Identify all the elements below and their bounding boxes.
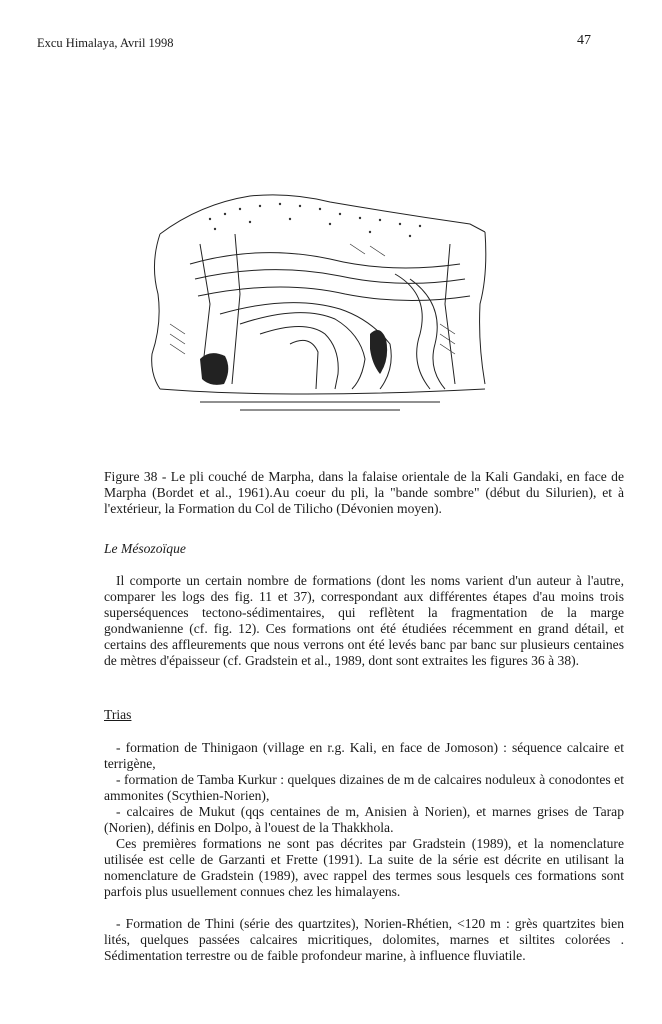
section-title: Le Mésozoïque xyxy=(104,541,186,556)
trias-list xyxy=(104,740,624,964)
page-number: 47 xyxy=(577,33,591,48)
trias-item-mukut: - calcaires de Mukut (qqs centaines de m, Anisien à Norien), et marnes grises de Tarap (Norien), définis en Dolpo, à l'ouest de la Thakkhola. xyxy=(104,804,624,835)
trias-title: Trias xyxy=(104,707,132,722)
figure-caption-text: Figure 38 - Le pli couché de Marpha, dans la falaise orientale de la Kali Gandaki, en face de Marpha (Bordet et al., 1961).Au coeur du pli, la "bande sombre" (début du Silurien), et à l'extérieur, la Formation du Col de Tilicho (Dévonien moyen). xyxy=(104,469,624,516)
trias-item-thinigaon: - formation de Thinigaon (village en r.g. Kali, en face de Jomoson) : séquence calcaire et terrigène, xyxy=(104,740,624,771)
fold-sketch-figure xyxy=(140,184,510,414)
intro-paragraph xyxy=(104,573,624,669)
trias-item-thini: - Formation de Thini (série des quartzites), Norien-Rhétien, <120 m : grès quartzites bien lités, quelques passées calcaires micritiques, dolomites, marnes et siltites colorées . Sédimentation terrestre ou de faible profondeur marine, à influence fluviatile. xyxy=(104,916,624,963)
intro-text: Il comporte un certain nombre de formations (dont les noms varient d'un auteur à l'autre, comparer les logs des fig. 11 et 37), correspondant aux différentes étapes d'au moins trois superséquences tectono-sédimentaires, qui reflètent la fragmentation de la marge gondwanienne (cf. fig. 12). Ces formations ont été étudiées récemment en grand détail, et certains des affleurements que nous verrons ont été levés banc par banc sur plusieurs centaines de mètres d'épaisseur (cf. Gradstein et al., 1989, dont sont extraites les figures 36 à 38). xyxy=(104,573,624,668)
figure-caption xyxy=(104,469,624,517)
trias-item-tamba-kurkur: - formation de Tamba Kurkur : quelques dizaines de m de calcaires noduleux à conodontes et ammonites (Scythien-Norien), xyxy=(104,772,624,803)
trias-paragraph-nomenclature: Ces premières formations ne sont pas décrites par Gradstein (1989), et la nomenclature utilisée est celle de Garzanti et Frette (1991). La suite de la série est décrite en utilisant la nomenclature de Gradstein (1989), avec rappel des termes sous lesquels ces formations sont parfois plus usuellement connues chez les himalayens. xyxy=(104,836,624,899)
header-title: Excu Himalaya, Avril 1998 xyxy=(37,36,174,50)
